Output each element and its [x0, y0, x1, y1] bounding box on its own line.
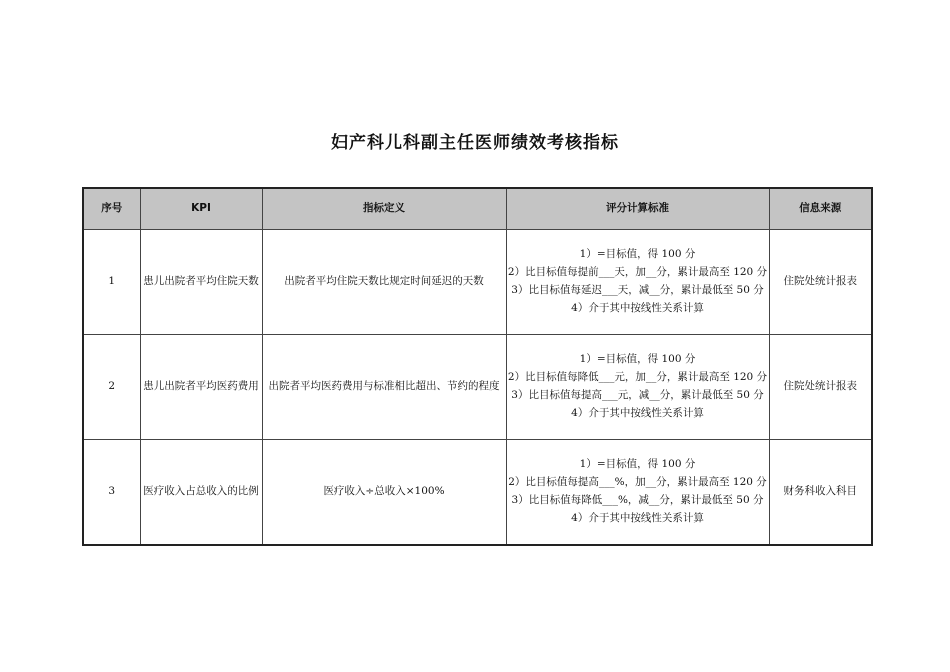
cell-criteria — [506, 335, 769, 440]
cell-definition: 出院者平均住院天数比规定时间延迟的天数 — [262, 230, 506, 335]
table-row — [83, 335, 872, 440]
criteria-line: 1）=目标值，得 100 分 — [579, 458, 696, 471]
cell-kpi: 医疗收入占总收入的比例 — [140, 440, 262, 545]
header-no: 序号 — [83, 188, 140, 230]
table-header-row — [83, 188, 872, 230]
cell-no: 2 — [83, 335, 140, 440]
page-title: 妇产科儿科副主任医师绩效考核指标 — [331, 133, 619, 153]
cell-source: 住院处统计报表 — [769, 335, 872, 440]
kpi-table — [82, 187, 873, 546]
criteria-line: 2）比目标值每提前___天，加__分，累计最高至 120 分 — [507, 266, 768, 279]
cell-kpi: 患儿出院者平均医药费用 — [140, 335, 262, 440]
table-row — [83, 230, 872, 335]
criteria-line: 3）比目标值每延迟___天，减__分，累计最低至 50 分 — [511, 284, 764, 296]
cell-source: 住院处统计报表 — [769, 230, 872, 335]
criteria-line: 4）介于其中按线性关系计算 — [571, 406, 704, 419]
cell-definition: 出院者平均医药费用与标准相比超出、节约的程度 — [262, 335, 506, 440]
header-definition: 指标定义 — [262, 188, 506, 230]
criteria-line: 3）比目标值每降低___%，减__分，累计最低至 50 分 — [511, 493, 764, 506]
cell-definition: 医疗收入÷总收入×100% — [262, 440, 506, 545]
criteria-line: 3）比目标值每提高___元，减__分，累计最低至 50 分 — [511, 389, 764, 401]
cell-criteria — [506, 230, 769, 335]
header-criteria: 评分计算标准 — [506, 188, 769, 230]
header-kpi: KPI — [140, 188, 262, 230]
criteria-line: 1）=目标值，得 100 分 — [579, 353, 696, 366]
cell-kpi: 患儿出院者平均住院天数 — [140, 230, 262, 335]
cell-no: 1 — [83, 230, 140, 335]
criteria-line: 2）比目标值每提高___%，加__分，累计最高至 120 分 — [508, 475, 767, 488]
cell-source: 财务科收入科目 — [769, 440, 872, 545]
table-row — [83, 440, 872, 545]
criteria-line: 1）=目标值，得 100 分 — [579, 248, 696, 261]
criteria-line: 2）比目标值每降低___元，加__分，累计最高至 120 分 — [507, 371, 768, 384]
criteria-line: 4）介于其中按线性关系计算 — [571, 301, 704, 314]
criteria-line: 4）介于其中按线性关系计算 — [571, 511, 704, 524]
header-source: 信息来源 — [769, 188, 872, 230]
cell-criteria — [506, 440, 769, 545]
cell-no: 3 — [83, 440, 140, 545]
